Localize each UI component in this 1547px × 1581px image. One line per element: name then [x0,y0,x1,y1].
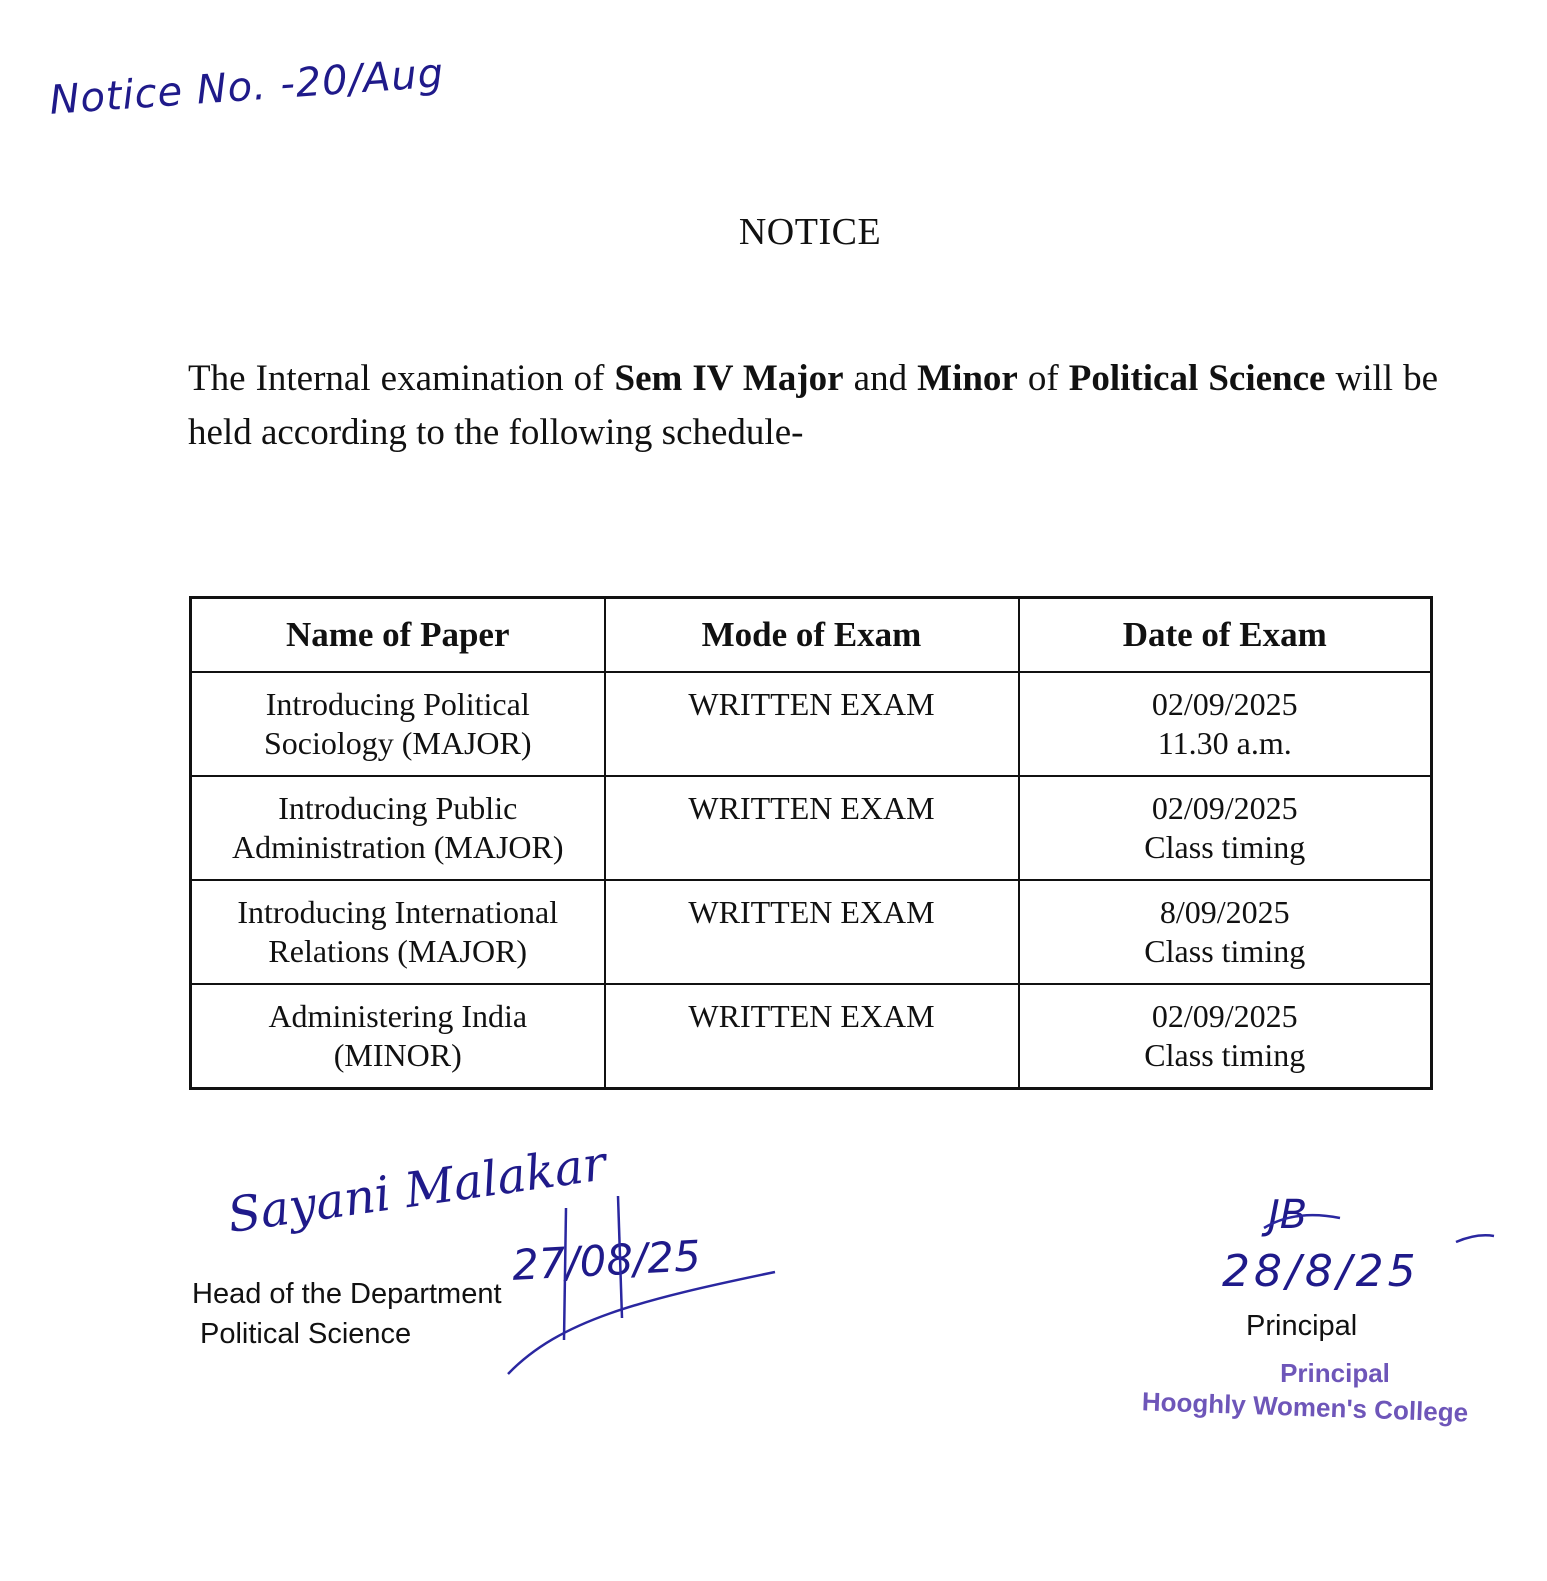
paper-cell [191,984,605,1088]
signature-stroke [500,1190,790,1380]
column-header: Date of Exam [1019,598,1432,673]
exam-schedule-table [189,596,1433,1090]
intro-minor: Minor [917,358,1018,399]
table-header-row [191,598,1432,673]
table-row [191,984,1432,1088]
date-cell [1019,880,1432,984]
intro-text: The Internal examination of [188,358,605,399]
exam-time: Class timing [1144,933,1306,969]
table-row [191,672,1432,776]
date-cell [1019,776,1432,880]
exam-date: 8/09/2025 [1159,894,1290,930]
stamp-college: Hooghly Women's College [1141,1386,1469,1428]
exam-date: 02/09/2025 [1151,686,1298,722]
hod-signed-date: 27/08/25 [510,1231,702,1290]
notice-number: Notice No. -20/Aug [48,50,446,124]
page-title: NOTICE [738,211,882,253]
table-row [191,880,1432,984]
column-header: Mode of Exam [605,598,1019,673]
principal-title: Principal [1246,1310,1358,1342]
date-cell [1019,984,1432,1088]
paper-name-line: Introducing Political [265,686,530,722]
college-stamp [1141,1356,1490,1428]
paper-name-line: Introducing International [237,894,559,930]
stamp-role: Principal [1280,1358,1390,1388]
exam-time: Class timing [1144,1037,1306,1073]
signature-stroke [1260,1200,1500,1260]
exam-time: Class timing [1144,829,1306,865]
intro-of: of [1027,358,1059,399]
mode-cell: WRITTEN EXAM [605,880,1019,984]
hod-title: Head of the Department [192,1278,502,1310]
column-header: Name of Paper [191,598,605,673]
exam-date: 02/09/2025 [1151,998,1298,1034]
hod-signature: Sayani Malakar [224,1135,610,1244]
mode-cell: WRITTEN EXAM [605,984,1019,1088]
paper-name-line: Introducing Public [278,790,518,826]
paper-cell [191,672,605,776]
paper-name-line: (MINOR) [333,1037,462,1073]
principal-initials: JB [1268,1192,1308,1238]
notice-intro [188,352,1438,460]
mode-cell: WRITTEN EXAM [605,776,1019,880]
paper-name-line: Administering India [268,998,528,1034]
principal-signed-date: 28/8/25 [1222,1246,1420,1297]
intro-subject: Political Science [1068,358,1326,399]
table-row [191,776,1432,880]
intro-and: and [853,358,908,399]
paper-name-line: Relations (MAJOR) [268,933,528,969]
paper-name-line: Administration (MAJOR) [231,829,564,865]
paper-cell [191,776,605,880]
date-cell [1019,672,1432,776]
hod-designation [192,1274,502,1354]
exam-date: 02/09/2025 [1151,790,1298,826]
paper-name-line: Sociology (MAJOR) [263,725,532,761]
intro-semester: Sem IV Major [614,358,844,399]
mode-cell: WRITTEN EXAM [605,672,1019,776]
exam-time: 11.30 a.m. [1157,725,1292,761]
hod-department: Political Science [200,1318,412,1350]
intro-text-end: will be held according to the following schedule- [188,358,1439,453]
paper-cell [191,880,605,984]
